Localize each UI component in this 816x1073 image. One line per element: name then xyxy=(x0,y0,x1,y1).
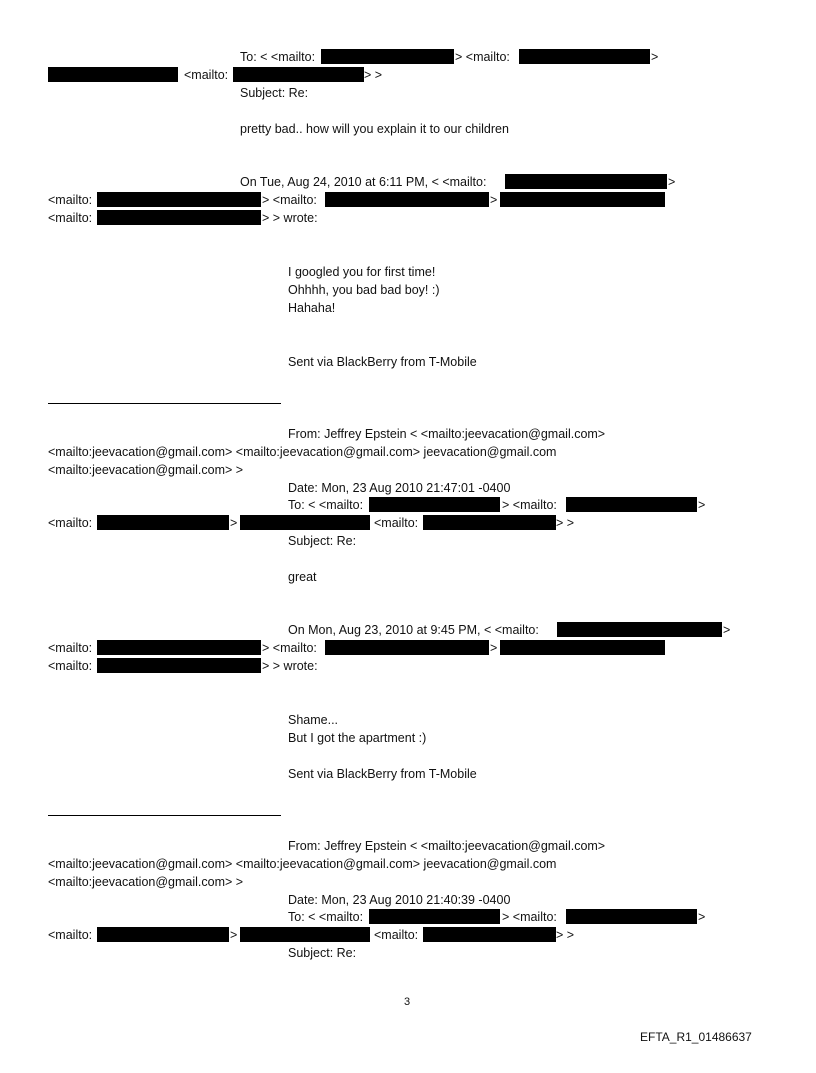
redaction xyxy=(369,497,500,512)
to-line: <mailto: xyxy=(374,928,419,942)
to-line: > > xyxy=(556,516,575,530)
from-line: <mailto:jeevacation@gmail.com> <mailto:jeevacation@gmail.com> jeevacation@gmail.com xyxy=(48,857,557,871)
subject-line: Subject: Re: xyxy=(288,534,357,548)
to-line: > xyxy=(698,498,706,512)
quote-line: Shame... xyxy=(288,713,339,727)
quote-header: > xyxy=(490,193,498,207)
redaction xyxy=(97,210,261,225)
from-line: <mailto:jeevacation@gmail.com> <mailto:jeevacation@gmail.com> jeevacation@gmail.com xyxy=(48,445,557,459)
message-body: great xyxy=(288,570,317,584)
date-line: Date: Mon, 23 Aug 2010 21:47:01 -0400 xyxy=(288,481,511,495)
redaction xyxy=(233,67,364,82)
quote-line: Hahaha! xyxy=(288,301,336,315)
subject-line: Subject: Re: xyxy=(288,946,357,960)
quote-header: > > wrote: xyxy=(262,211,318,225)
to-line: > > xyxy=(364,68,383,82)
from-line: <mailto:jeevacation@gmail.com> > xyxy=(48,463,244,477)
to-line: <mailto: xyxy=(48,516,93,530)
redaction xyxy=(500,640,665,655)
to-line: > xyxy=(698,910,706,924)
to-line: To: < <mailto: xyxy=(288,910,364,924)
redaction xyxy=(423,927,556,942)
to-line: <mailto: xyxy=(374,516,419,530)
redaction xyxy=(240,515,370,530)
quote-header: > <mailto: xyxy=(262,641,317,655)
redaction xyxy=(500,192,665,207)
redaction xyxy=(48,67,178,82)
to-line: > > xyxy=(556,928,575,942)
redaction xyxy=(566,497,697,512)
quote-header: <mailto: xyxy=(48,193,93,207)
redaction xyxy=(97,515,229,530)
from-line: <mailto:jeevacation@gmail.com> > xyxy=(48,875,244,889)
quote-header: > <mailto: xyxy=(262,193,317,207)
redaction xyxy=(325,192,489,207)
redaction xyxy=(369,909,500,924)
message-body: pretty bad.. how will you explain it to our children xyxy=(240,122,509,136)
from-line: From: Jeffrey Epstein < <mailto:jeevacation@gmail.com> xyxy=(288,839,606,853)
redaction xyxy=(97,658,261,673)
redaction xyxy=(505,174,667,189)
from-line: From: Jeffrey Epstein < <mailto:jeevacation@gmail.com> xyxy=(288,427,606,441)
divider xyxy=(48,403,281,404)
redaction xyxy=(240,927,370,942)
redaction xyxy=(321,49,454,64)
quote-header: <mailto: xyxy=(48,211,93,225)
quote-line: But I got the apartment :) xyxy=(288,731,427,745)
signature: Sent via BlackBerry from T-Mobile xyxy=(288,767,477,781)
quote-header: On Tue, Aug 24, 2010 at 6:11 PM, < <mailto: xyxy=(240,175,487,189)
quote-header: > xyxy=(490,641,498,655)
redaction xyxy=(97,640,261,655)
quote-line: Ohhhh, you bad bad boy! :) xyxy=(288,283,440,297)
quote-header: On Mon, Aug 23, 2010 at 9:45 PM, < <mailto: xyxy=(288,623,539,637)
to-line: > xyxy=(230,928,238,942)
redaction xyxy=(423,515,556,530)
quote-header: > > wrote: xyxy=(262,659,318,673)
redaction xyxy=(566,909,697,924)
page-number: 3 xyxy=(404,996,411,1008)
quote-header: <mailto: xyxy=(48,641,93,655)
quote-header: > xyxy=(668,175,676,189)
signature: Sent via BlackBerry from T-Mobile xyxy=(288,355,477,369)
subject-line: Subject: Re: xyxy=(240,86,309,100)
to-line: > <mailto: xyxy=(502,498,557,512)
to-line: > <mailto: xyxy=(455,50,510,64)
to-line: <mailto: xyxy=(184,68,229,82)
to-line: <mailto: xyxy=(48,928,93,942)
redaction xyxy=(97,192,261,207)
to-line: > <mailto: xyxy=(502,910,557,924)
date-line: Date: Mon, 23 Aug 2010 21:40:39 -0400 xyxy=(288,893,511,907)
quote-header: > xyxy=(723,623,731,637)
to-line: To: < <mailto: xyxy=(240,50,316,64)
redaction xyxy=(325,640,489,655)
bates-number: EFTA_R1_01486637 xyxy=(640,1030,752,1044)
to-line: To: < <mailto: xyxy=(288,498,364,512)
redaction xyxy=(557,622,722,637)
redaction xyxy=(97,927,229,942)
to-line: > xyxy=(230,516,238,530)
quote-header: <mailto: xyxy=(48,659,93,673)
redaction xyxy=(519,49,650,64)
to-line: > xyxy=(651,50,659,64)
divider xyxy=(48,815,281,816)
quote-line: I googled you for first time! xyxy=(288,265,436,279)
